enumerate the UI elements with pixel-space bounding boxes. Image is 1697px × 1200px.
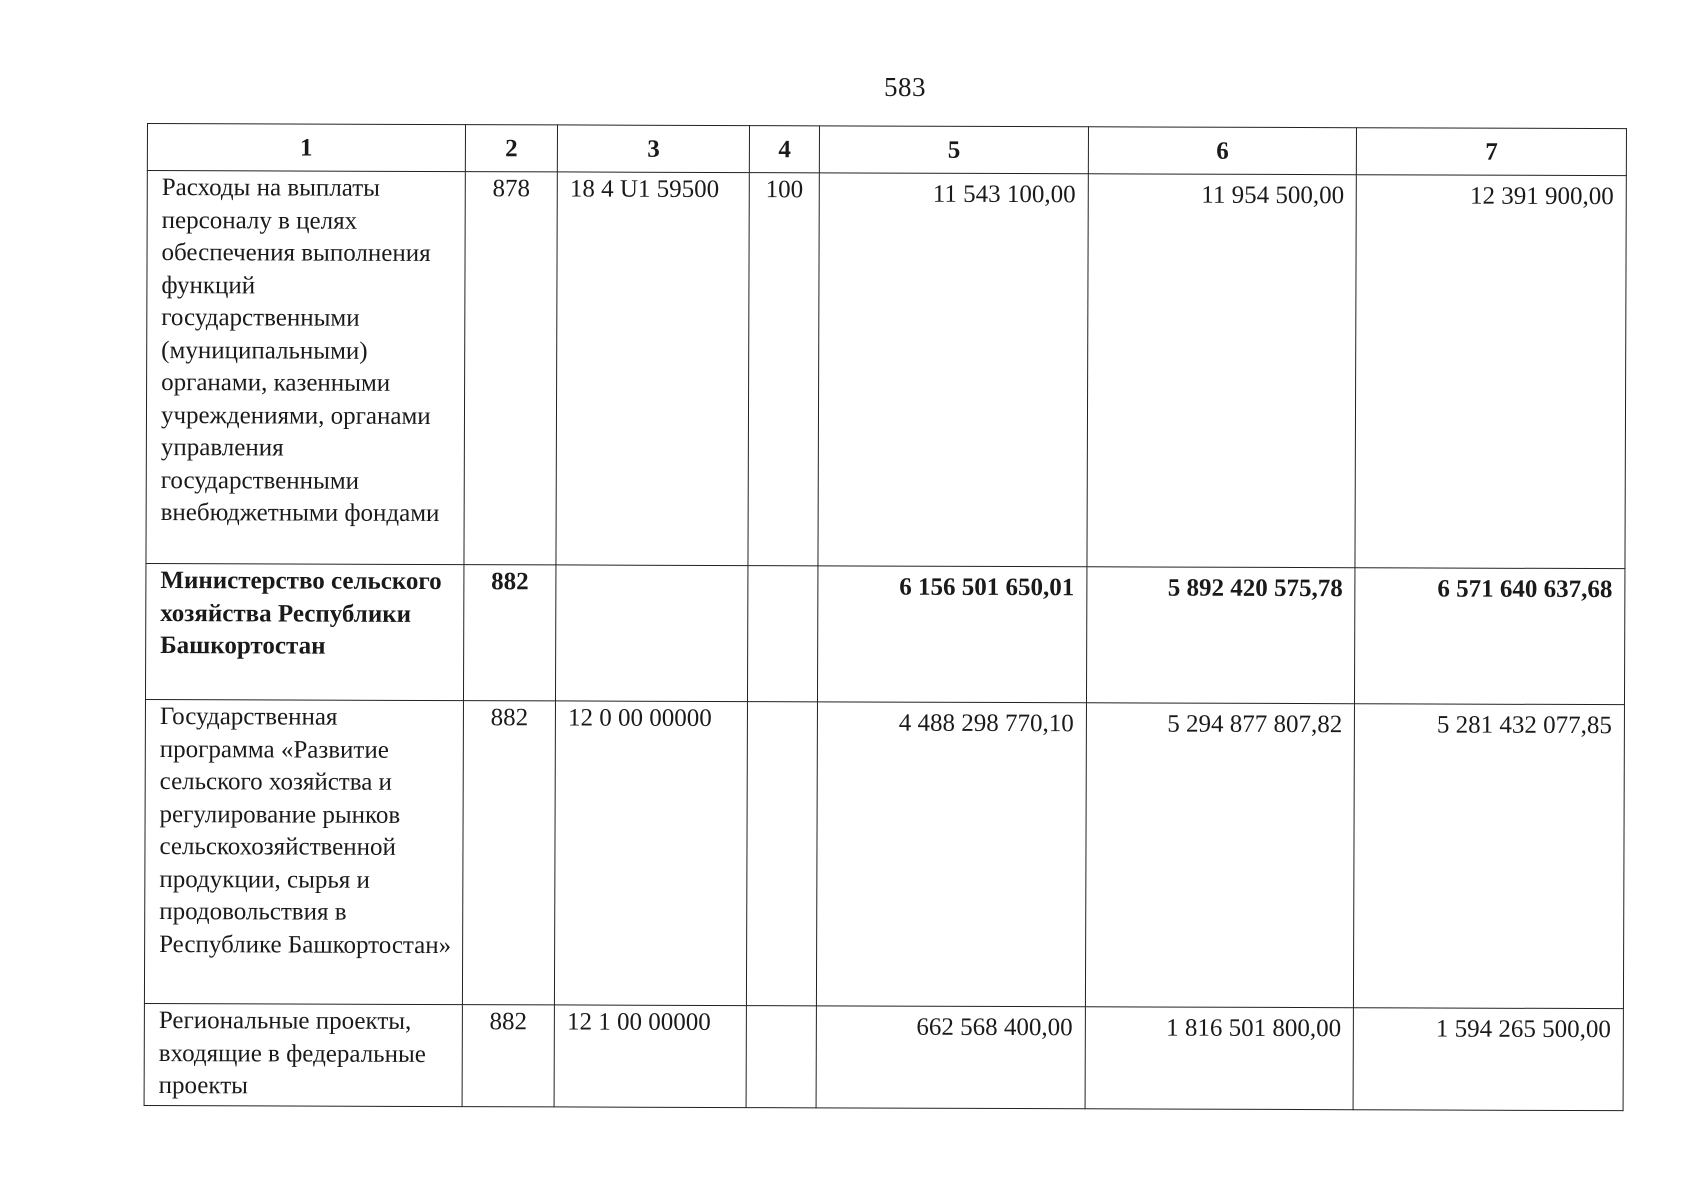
row-expense-type (746, 702, 817, 1006)
row-expense-type: 100 (748, 173, 820, 566)
table-row (144, 699, 1624, 1008)
row-amount-6: 5 892 420 575,78 (1086, 567, 1355, 704)
page-number: 583 (884, 72, 926, 102)
row-amount-6: 1 816 501 800,00 (1085, 1007, 1354, 1109)
header-col-4: 4 (749, 126, 819, 173)
row-name: Министерство сельского хозяйства Республики Башкортостан (145, 563, 463, 700)
header-col-5: 5 (820, 126, 1089, 174)
table-row (146, 171, 1626, 569)
row-amount-6: 11 954 500,00 (1087, 174, 1357, 568)
header-col-2: 2 (465, 125, 557, 172)
row-amount-5: 4 488 298 770,10 (817, 702, 1087, 1007)
table-row (144, 1003, 1623, 1110)
row-amount-5: 11 543 100,00 (818, 173, 1088, 567)
row-amount-5: 662 568 400,00 (816, 1006, 1085, 1108)
row-name: Государственная программа «Развитие сельского хозяйства и регулирование рынков сельскохозяйственной продукции, сырья и продовольствия в Республике Башкортостан» (144, 699, 463, 1004)
row-admin-code: 878 (464, 172, 558, 565)
row-name: Расходы на выплаты персоналу в целях обеспечения выполнения функций государственными (муниципальными) органами, казенными учреждениями, органами управления государственными внебюджетными фондами (146, 171, 465, 565)
row-expense-type (748, 566, 819, 702)
row-target-code: 18 4 U1 59500 (556, 172, 749, 566)
row-expense-type (746, 1006, 817, 1108)
row-amount-5: 6 156 501 650,01 (818, 566, 1087, 703)
row-target-code (556, 565, 748, 702)
row-amount-7: 12 391 900,00 (1355, 175, 1626, 569)
row-name: Региональные проекты, входящие в федеральные проекты (144, 1003, 462, 1106)
header-col-1: 1 (147, 124, 465, 172)
row-amount-7: 1 594 265 500,00 (1353, 1008, 1623, 1110)
row-target-code: 12 1 00 00000 (554, 1005, 746, 1107)
row-admin-code: 882 (463, 565, 556, 701)
row-amount-7: 5 281 432 077,85 (1354, 704, 1625, 1009)
row-admin-code: 882 (462, 701, 555, 1005)
header-col-3: 3 (557, 125, 749, 173)
row-admin-code: 882 (462, 1005, 555, 1107)
header-col-7: 7 (1357, 128, 1627, 176)
row-amount-6: 5 294 877 807,82 (1085, 703, 1355, 1008)
table-header-row (147, 124, 1626, 176)
budget-table (144, 123, 1627, 1111)
header-col-6: 6 (1088, 127, 1357, 175)
row-target-code: 12 0 00 00000 (555, 701, 748, 1006)
row-amount-7: 6 571 640 637,68 (1355, 568, 1625, 705)
table-row (145, 563, 1624, 704)
